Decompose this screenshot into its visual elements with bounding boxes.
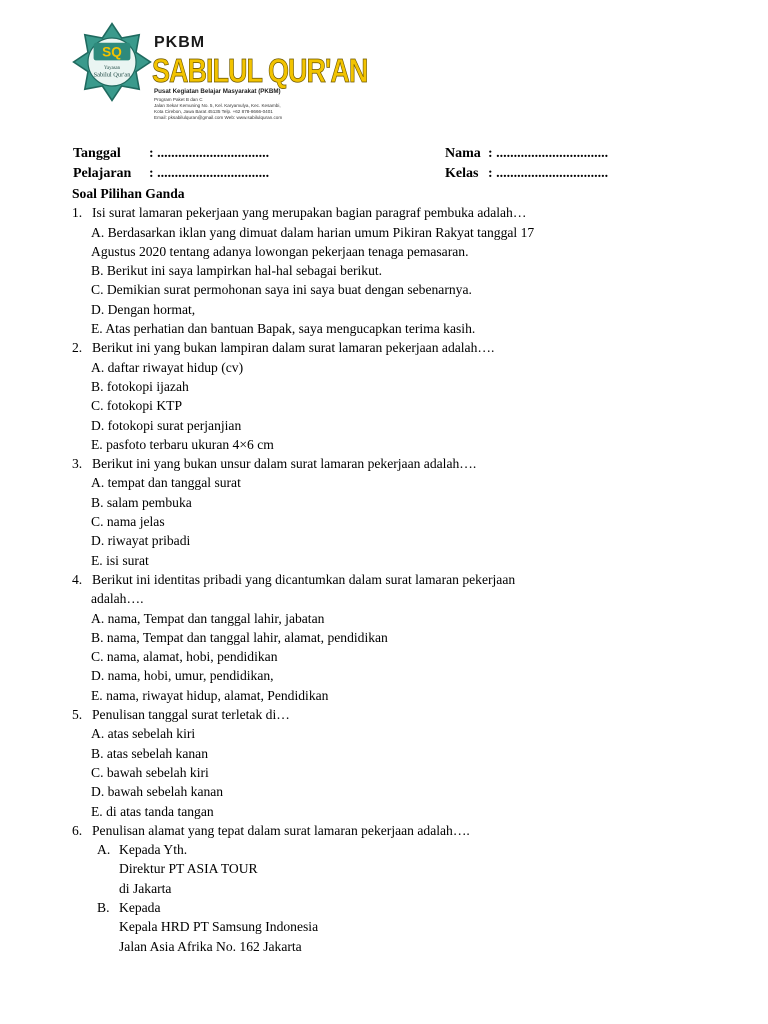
question-text: Berikut ini yang bukan lampiran dalam surat lamaran pekerjaan adalah…. [92, 340, 495, 356]
option-d[interactable]: D. riwayat pribadi [91, 533, 191, 549]
pelajaran-field[interactable]: : ................................ [149, 166, 270, 181]
question-text: Berikut ini yang bukan unsur dalam surat lamaran pekerjaan adalah…. [92, 456, 477, 472]
option-c[interactable]: C. nama jelas [91, 514, 165, 530]
option-b[interactable]: B. atas sebelah kanan [91, 745, 209, 761]
question-number: 5. [72, 707, 83, 723]
question-6 [72, 821, 712, 956]
option-line: Kepada [119, 899, 161, 915]
option-letter: B. [97, 899, 110, 915]
option-d[interactable]: D. Dengan hormat, [91, 301, 196, 317]
option-line: Kepala HRD PT Samsung Indonesia [119, 919, 319, 935]
option-b[interactable]: B. salam pembuka [91, 494, 192, 510]
option-line: di Jakarta [119, 880, 172, 896]
brand-line: Email: pksabilulquran@gmail.com Web: www.sabilulquran.com [154, 115, 283, 120]
option-a[interactable]: A. tempat dan tanggal surat [91, 475, 241, 491]
kelas-label: Kelas [445, 166, 479, 181]
brand-subtitle: Pusat Kegiatan Belajar Masyarakat (PKBM) [154, 88, 281, 95]
option-b[interactable]: B. fotokopi ijazah [91, 378, 189, 394]
question-4 [72, 570, 712, 705]
question-text: Penulisan tanggal surat terletak di… [92, 707, 290, 723]
option-b[interactable]: B. Berikut ini saya lampirkan hal-hal sebagai berikut. [91, 263, 383, 279]
option-a[interactable]: A. atas sebelah kiri [91, 726, 196, 742]
brand-line: Jalan Sekar Kemuning No. 5, Kel. Karyamulya, Kec. Kesambi, [154, 103, 281, 108]
option-e[interactable]: E. nama, riwayat hidup, alamat, Pendidikan [91, 687, 329, 703]
question-number: 3. [72, 456, 83, 472]
letterhead [72, 22, 368, 126]
brand-name: SABILUL QUR'AN [152, 52, 368, 90]
option-a[interactable]: A. daftar riwayat hidup (cv) [91, 359, 244, 375]
brand-short: PKBM [154, 34, 206, 51]
option-line: Kepada Yth. [119, 842, 188, 858]
logo-caption: Sabilul Qur'an [93, 71, 131, 79]
option-line: Jalan Asia Afrika No. 162 Jakarta [119, 938, 302, 954]
option-c[interactable]: C. bawah sebelah kiri [91, 764, 209, 780]
brand-line: Program Paket B dan C [154, 97, 203, 102]
question-text: Isi surat lamaran pekerjaan yang merupakan bagian paragraf pembuka adalah… [92, 205, 527, 221]
option-c[interactable]: C. nama, alamat, hobi, pendidikan [91, 649, 278, 665]
question-2 [72, 338, 712, 454]
option-b[interactable] [72, 898, 712, 917]
option-line: Direktur PT ASIA TOUR [119, 861, 258, 877]
star-logo-icon [72, 22, 152, 102]
option-a-continued: Agustus 2020 tentang adanya lowongan pekerjaan tenaga pemasaran. [91, 243, 469, 259]
option-e[interactable]: E. pasfoto terbaru ukuran 4×6 cm [91, 436, 274, 452]
kelas-field[interactable]: : ................................ [488, 166, 609, 181]
question-3 [72, 454, 712, 570]
option-b[interactable]: B. nama, Tempat dan tanggal lahir, alamat, pendidikan [91, 629, 388, 645]
question-number: 2. [72, 340, 83, 356]
section-title: Soal Pilihan Ganda [72, 186, 185, 201]
option-letter: A. [97, 842, 111, 858]
option-e[interactable]: E. di atas tanda tangan [91, 803, 214, 819]
option-d[interactable]: D. bawah sebelah kanan [91, 784, 224, 800]
logo-initials: SQ [102, 44, 122, 60]
question-text: Berikut ini identitas pribadi yang dicantumkan dalam surat lamaran pekerjaan [92, 571, 516, 587]
option-a[interactable]: A. Berdasarkan iklan yang dimuat dalam harian umum Pikiran Rakyat tanggal 17 [91, 224, 535, 240]
question-list [72, 184, 712, 956]
option-c[interactable]: C. fotokopi KTP [91, 398, 183, 414]
nama-field[interactable]: : ................................ [488, 146, 609, 161]
option-e[interactable]: E. isi surat [91, 552, 149, 568]
option-e[interactable]: E. Atas perhatian dan bantuan Bapak, saya mengucapkan terima kasih. [91, 321, 476, 337]
brand-line: Kota Cirebon, Jawa Barat 45135 Telp. +62 878-8666-0401 [154, 109, 273, 114]
nama-label: Nama [445, 146, 481, 161]
question-1 [72, 203, 712, 338]
tanggal-label: Tanggal [73, 146, 121, 161]
question-number: 4. [72, 571, 83, 587]
question-text-continued: adalah…. [91, 591, 144, 607]
option-d[interactable]: D. nama, hobi, umur, pendidikan, [91, 668, 274, 684]
option-a[interactable]: A. nama, Tempat dan tanggal lahir, jabatan [91, 610, 325, 626]
question-number: 6. [72, 822, 83, 838]
tanggal-field[interactable]: : ................................ [149, 146, 270, 161]
option-d[interactable]: D. fotokopi surat perjanjian [91, 417, 242, 433]
option-a[interactable] [72, 840, 712, 859]
option-c[interactable]: C. Demikian surat permohonan saya ini saya buat dengan sebenarnya. [91, 282, 472, 298]
question-5 [72, 705, 712, 821]
logo-caption-top: Yayasan [103, 66, 121, 72]
question-number: 1. [72, 205, 83, 221]
pelajaran-label: Pelajaran [73, 166, 132, 181]
question-text: Penulisan alamat yang tepat dalam surat lamaran pekerjaan adalah…. [92, 822, 470, 838]
